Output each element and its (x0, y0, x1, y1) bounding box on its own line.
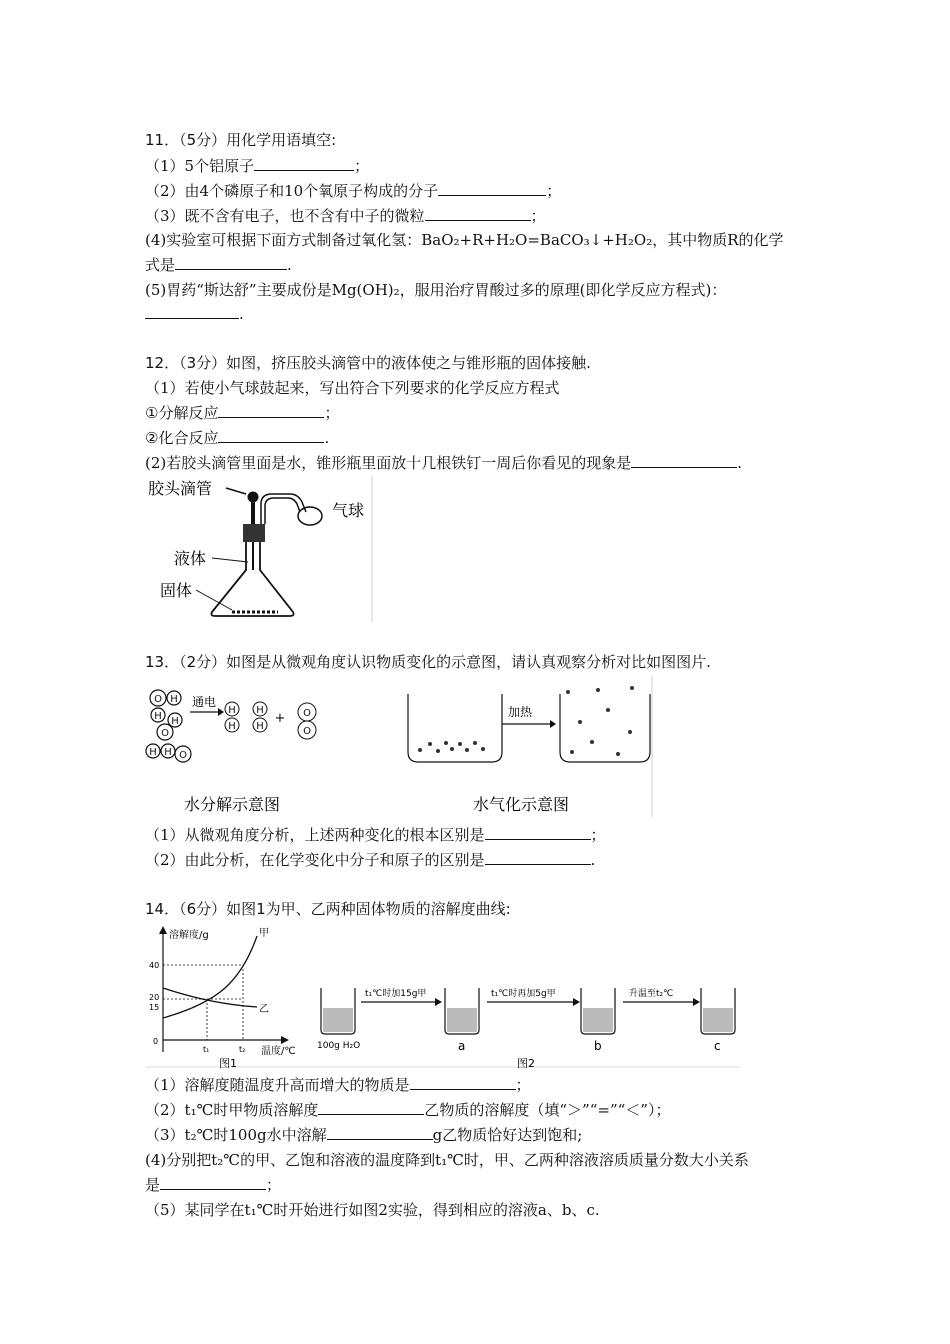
water-label: 100g H₂O (317, 1041, 361, 1051)
label-yi: 乙 (259, 1004, 269, 1015)
q13-header: 13．（2分）如图是从微观角度认识物质变化的示意图，请认真观察分析对比如图图片. (145, 653, 711, 671)
answer-blank[interactable] (438, 181, 546, 196)
beaker-liquid (408, 694, 502, 762)
answer-blank[interactable] (175, 255, 287, 270)
atom-o: O (161, 728, 169, 739)
caption-fig2: 图2 (517, 1057, 535, 1070)
solubility-figure (145, 922, 745, 1070)
atom-h: H (164, 747, 172, 758)
plus-sign: + (274, 711, 286, 726)
answer-blank[interactable] (318, 1100, 424, 1115)
step2-label: t₁℃时再加5g甲 (491, 989, 556, 999)
caption-vaporize: 水气化示意图 (473, 795, 570, 814)
answer-blank[interactable] (327, 1125, 433, 1140)
label-solid: 固体 (160, 581, 193, 600)
q11-item-1: （1）5个铝原子 ； (145, 157, 370, 175)
y-axis-label: 溶解度/g (169, 930, 209, 941)
q12-item-2: (2)若胶头滴管里面是水，锥形瓶里面放十几根铁钉一周后你看见的现象是 . (145, 454, 743, 472)
atom-o: O (179, 750, 187, 761)
step1-label: t₁℃时加15g甲 (365, 989, 427, 999)
label-a: a (458, 1039, 466, 1053)
answer-blank[interactable] (254, 156, 354, 171)
q12-header: 12．（3分）如图，挤压胶头滴管中的液体使之与锥形瓶的固体接触. (145, 354, 591, 372)
balloon (298, 507, 322, 525)
atom-h: H (171, 716, 179, 727)
label-liquid: 液体 (174, 549, 207, 568)
tick-40: 40 (149, 961, 160, 970)
answer-blank[interactable] (218, 403, 324, 418)
q12-reaction-2: ②化合反应 . (145, 429, 330, 447)
beaker-a (447, 1008, 477, 1032)
q14-item-3: （3）t₂℃时100g水中溶解 g乙物质恰好达到饱和; (145, 1126, 583, 1144)
label-dropper: 胶头滴管 (148, 479, 213, 498)
q11-item-5-cont: . (145, 304, 244, 324)
beaker-c (703, 1008, 733, 1032)
atom-h: H (149, 747, 157, 758)
q14-item-2: （2）t₁℃时甲物质溶解度 乙物质的溶解度（填“＞”“=”“＜”）； (145, 1101, 671, 1119)
atom-h: H (256, 705, 264, 716)
arrow2-label: 加热 (508, 705, 533, 719)
q12-reaction-1: ①分解反应 ； (145, 404, 340, 422)
q14-item-4-cont: 是 ； (145, 1176, 282, 1194)
answer-blank[interactable] (410, 1075, 516, 1090)
tick-15: 15 (149, 1003, 160, 1012)
q11-item-2: （2）由4个磷原子和10个氧原子构成的分子 ； (145, 182, 562, 200)
q11-item-4-cont: 式是 . (145, 256, 292, 274)
answer-blank[interactable] (160, 1175, 266, 1190)
caption-decompose: 水分解示意图 (184, 795, 281, 814)
atom-o: O (303, 708, 311, 719)
tick-t2: t₂ (239, 1045, 246, 1054)
q11-header: 11．（5分）用化学用语填空: (145, 131, 337, 149)
step3-label: 升温至t₂℃ (629, 989, 674, 999)
stopper (243, 524, 265, 542)
q11-item-3: （3）既不含有电子，也不含有中子的微粒 ； (145, 207, 546, 225)
atom-h: H (154, 711, 162, 722)
q14-header: 14．（6分）如图1为甲、乙两种固体物质的溶解度曲线: (145, 900, 511, 918)
tick-20: 20 (149, 993, 160, 1002)
q11-item-5: (5)胃药“斯达舒”主要成份是Mg(OH)₂，服用治疗胃酸过多的原理(即化学反应方程式)： (145, 281, 727, 299)
micro-figure (140, 672, 660, 822)
answer-blank[interactable] (425, 206, 531, 221)
label-c: c (714, 1039, 721, 1053)
q11-item-4: (4)实验室可根据下面方式制备过氧化氢：BaO₂+R+H₂O=BaCO₃↓+H₂O₂，其中物质R的化学 (145, 231, 784, 249)
answer-blank[interactable] (631, 453, 737, 468)
answer-blank[interactable] (218, 428, 324, 443)
atom-h: H (228, 705, 236, 716)
q13-item-1: （1）从微观角度分析，上述两种变化的根本区别是 ； (145, 826, 606, 844)
caption-fig1: 图1 (219, 1057, 237, 1070)
dropper-bulb (248, 492, 259, 503)
q12-item-1: （1）若使小气球鼓起来，写出符合下列要求的化学反应方程式 (145, 379, 560, 397)
q14-item-1: （1）溶解度随温度升高而增大的物质是 ； (145, 1076, 531, 1094)
q14-item-5: （5）某同学在t₁℃时开始进行如图2实验，得到相应的溶液a、b、c. (145, 1201, 600, 1219)
flask-figure (140, 472, 380, 627)
answer-blank[interactable] (145, 304, 239, 319)
beaker-b (583, 1008, 613, 1032)
atom-h: H (170, 694, 178, 705)
arrow1-label: 通电 (192, 695, 217, 709)
q13-item-2: （2）由此分析，在化学变化中分子和原子的区别是 . (145, 851, 596, 869)
atom-o: O (303, 726, 311, 737)
label-b: b (594, 1039, 602, 1053)
answer-blank[interactable] (485, 825, 591, 840)
x-axis-label: 温度/℃ (261, 1046, 296, 1057)
beaker-water (323, 1008, 353, 1032)
atom-h: H (228, 721, 236, 732)
atom-o: O (154, 694, 162, 705)
atom-h: H (256, 721, 264, 732)
tick-t1: t₁ (203, 1045, 210, 1054)
tick-0: 0 (153, 1037, 159, 1046)
label-balloon: 气球 (332, 501, 365, 520)
answer-blank[interactable] (485, 850, 591, 865)
label-jia: 甲 (259, 928, 269, 939)
q14-item-4: (4)分别把t₂℃的甲、乙饱和溶液的温度降到t₁℃时，甲、乙两种溶液溶质质量分数大小关系 (145, 1151, 749, 1169)
